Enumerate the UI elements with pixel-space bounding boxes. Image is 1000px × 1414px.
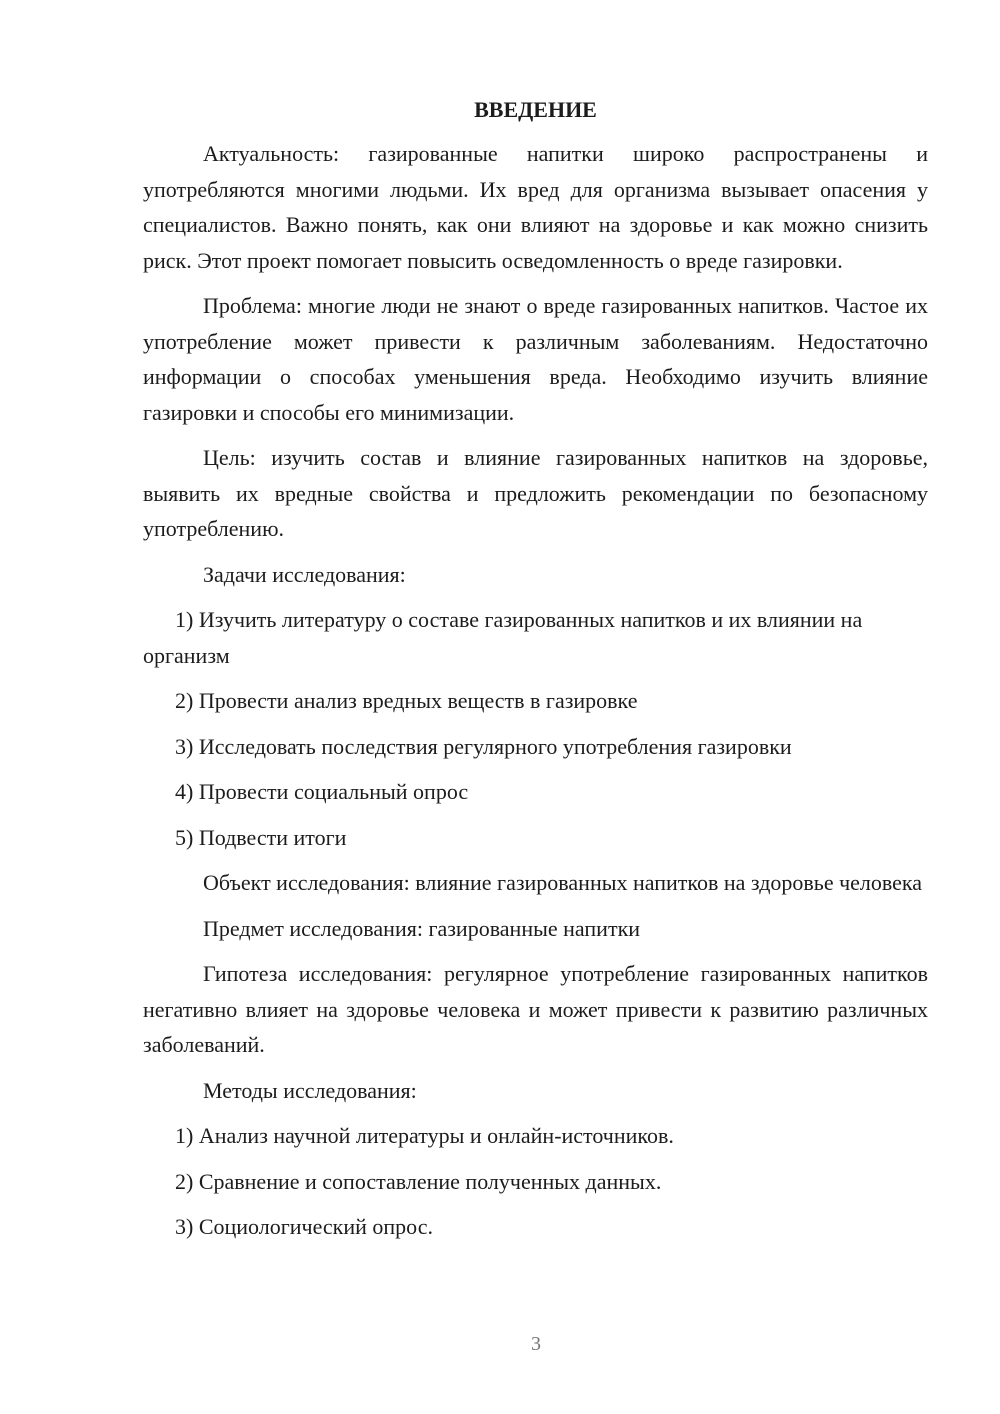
document-page	[143, 96, 928, 1255]
method-item: 2) Сравнение и сопоставление полученных данных.	[175, 1168, 662, 1194]
method-item: 1) Анализ научной литературы и онлайн-источников.	[175, 1123, 674, 1148]
tasks-heading: Задачи исследования:	[203, 561, 406, 587]
methods-heading: Методы исследования:	[203, 1077, 417, 1103]
task-item: 3) Исследовать последствия регулярного употребления газировки	[175, 733, 792, 759]
task-item: 5) Подвести итоги	[175, 824, 347, 850]
task-item: 2) Провести анализ вредных веществ в газировке	[175, 688, 638, 713]
object-paragraph: Объект исследования: влияние газированных напитков на здоровье человека	[203, 870, 923, 895]
page-number: 3	[531, 1333, 541, 1355]
task-item: 4) Провести социальный опрос	[175, 779, 469, 804]
problem-paragraph: Проблема: многие люди не знают о вреде газированных напитков. Частое их употребление может привести к различным заболеваниям. Недостаточно информации о способах уменьшения вреда. Необходимо изучить влияние газировки и способы его минимизации.	[143, 293, 928, 425]
goal-paragraph: Цель: изучить состав и влияние газированных напитков на здоровье, выявить их вредные свойства и предложить рекомендации по безопасному употреблению.	[143, 445, 928, 541]
section-title: ВВЕДЕНИЕ	[474, 97, 597, 122]
subject-paragraph: Предмет исследования: газированные напитки	[203, 915, 641, 941]
method-item: 3) Социологический опрос.	[175, 1214, 433, 1239]
hypothesis-paragraph: Гипотеза исследования: регулярное употребление газированных напитков негативно влияет на здоровье человека и может привести к развитию различных заболеваний.	[143, 961, 928, 1057]
relevance-paragraph: Актуальность: газированные напитки широко распространены и употребляются многими людьми. Их вред для организма вызывает опасения у специалистов. Важно понять, как они влияют на здоровье и как можно снизить риск. Этот проект помогает повысить осведомленность о вреде газировки.	[143, 141, 928, 273]
task-item: 1) Изучить литературу о составе газированных напитков и их влиянии на организм	[143, 607, 863, 668]
